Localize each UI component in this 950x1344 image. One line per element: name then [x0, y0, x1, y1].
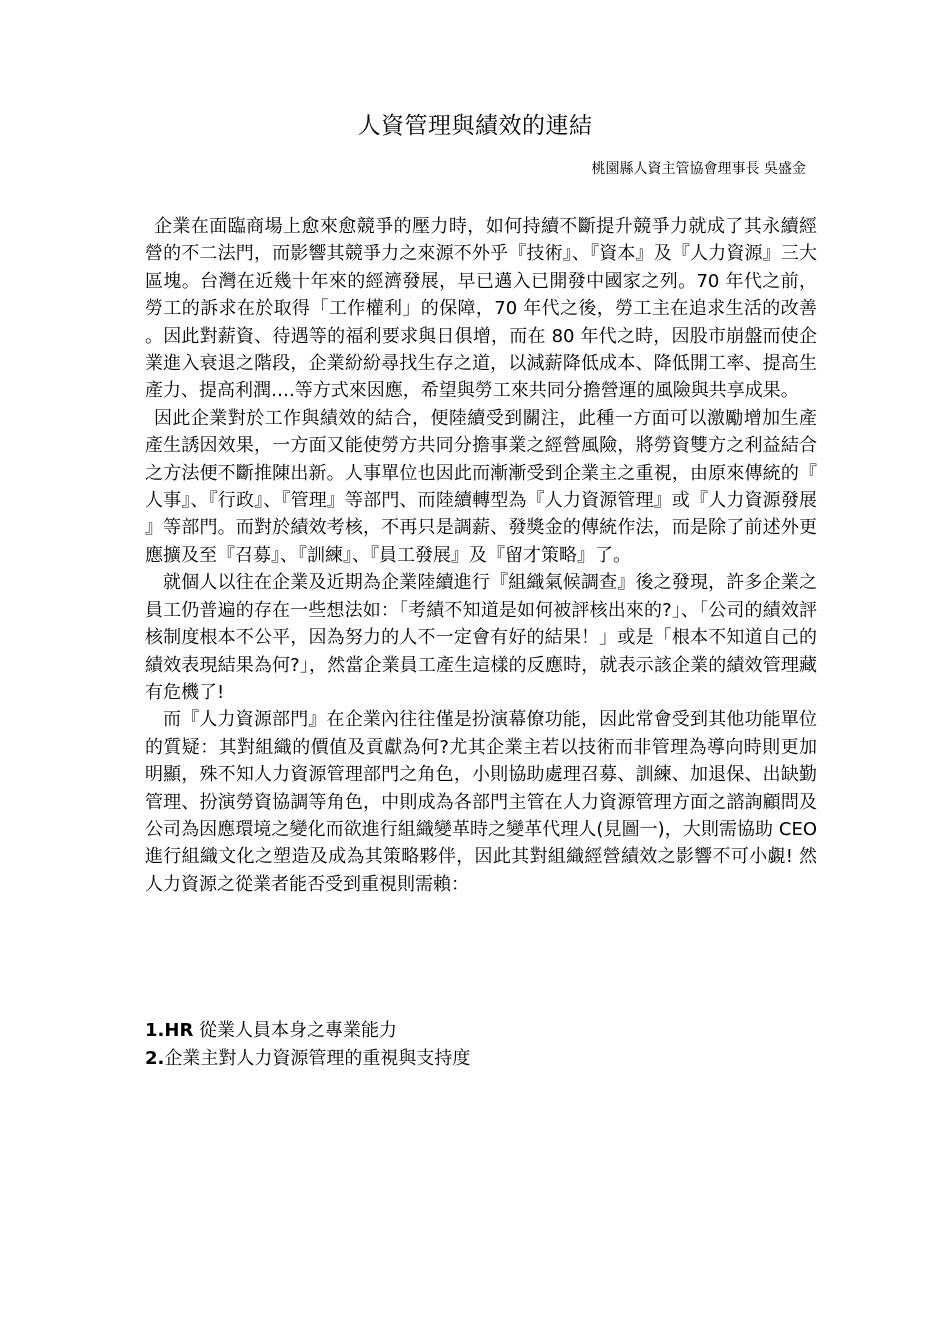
paragraph: 因此企業對於工作與績效的結合，便陸續受到關注，此種一方面可以激勵增加生產產生誘因效果，一方面又能使勞方共同分擔事業之經營風險，將勞資雙方之利益結合之方法便不斷推陳出新。人事單位也因此而漸漸受到企業主之重視，由原來傳統的『人事』、『行政』、『管理』等部門、而陸續轉型為『人力資源管理』或『人力資源發展』等部門。而對於績效考核，不再只是調薪、發獎金的傳統作法，而是除了前述外更應擴及至『召募』、『訓練』、『員工發展』及『留才策略』了。 [145, 407, 817, 566]
list-text: 從業人員本身之專業能力 [193, 1020, 398, 1041]
list-number: 2. [145, 1048, 165, 1069]
requirements-list [145, 1017, 817, 1073]
list-item [145, 1045, 817, 1073]
list-text: 企業主對人力資源管理的重視與支持度 [164, 1048, 471, 1069]
paragraph: 就個人以往在企業及近期為企業陸續進行『組織氣候調查』後之發現，許多企業之員工仍普遍的存在一些想法如：「考績不知道是如何被評核出來的?」、「公司的績效評核制度根本不公平，因為努力的人不一定會有好的結果！」或是「根本不知道自己的績效表現結果為何?」，然當企業員工產生這樣的反應時，就表示該企業的績效管理藏有危機了! [145, 572, 817, 703]
paragraph: 而『人力資源部門』在企業內往往僅是扮演幕僚功能，因此常會受到其他功能單位的質疑：其對組織的價值及貢獻為何?尤其企業主若以技術而非管理為導向時則更加明顯，殊不知人力資源管理部門之角色，小則協助處理召募、訓練、加退保、出缺勤管理、扮演勞資協調等角色，中則成為各部門主管在人力資源管理方面之諮詢顧問及公司為因應環境之變化而欲進行組織變革時之變革代理人(見圖一)，大則需協助 CEO 進行組織文化之塑造及成為其策略夥伴，因此其對組織經營績效之影響不可小覷! 然人力資源之從業者能否受到重視則需賴： [145, 709, 817, 895]
paragraph: 企業在面臨商場上愈來愈競爭的壓力時，如何持續不斷提升競爭力就成了其永續經營的不二法門，而影響其競爭力之來源不外乎『技術』、『資本』及『人力資源』三大區塊。台灣在近幾十年來的經濟發展，早已邁入已開發中國家之列。70 年代之前，勞工的訴求在於取得「工作權利」的保障，70 年代之後，勞工主在追求生活的改善。因此對薪資、待遇等的福利要求與日俱增，而在 80 年代之時，因股市崩盤而使企業進入衰退之階段，企業紛紛尋找生存之道，以減薪降低成本、降低開工率、提高生產力、提高利潤….等方式來因應，希望與勞工來共同分擔營運的風險與共享成果。 [145, 216, 817, 402]
list-item [145, 1017, 817, 1045]
author-line: 桃園縣人資主管協會理事長 吳盛金 [591, 161, 806, 177]
document-body [145, 213, 817, 898]
list-number: 1. [145, 1020, 165, 1041]
document-title: 人資管理與績效的連結 [357, 113, 593, 139]
list-bold-prefix: HR [164, 1020, 194, 1041]
